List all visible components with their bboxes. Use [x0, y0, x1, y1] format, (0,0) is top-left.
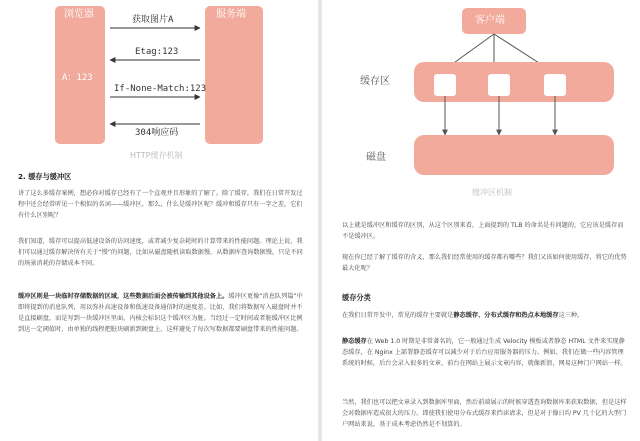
paragraph-3-start: 在我们日常开发中，常见的缓存主要就是 [342, 312, 454, 319]
left-page [0, 0, 318, 441]
buffer-slot-3 [544, 74, 566, 96]
client-label: 客户端 [475, 15, 505, 26]
paragraph-3 [342, 310, 628, 321]
disk-area [414, 135, 614, 175]
figure-caption: HTTP缓存机制 [130, 151, 183, 160]
paragraph-3-bold: 缓冲区则是一块临时存储数据的区域，这些数据后面会被传输到其他设备上。 [18, 293, 229, 300]
paragraph-4-rest: 在 Web 1.0 时期是非常著名的，它一般通过生成 Velocity 模板或者静态 HTML 文件来实现静态缓存，在 Nginx 上部署静态缓存可以减少对于后台应用服务器的压力。例如，我们在做一些内容管理系统的时候，后台会录入很多的文章，前台在网站上展示文章内容，就像新浪，网易这种门户网站一样。 [342, 338, 627, 367]
http-cache-diagram [0, 0, 318, 160]
section-heading: 缓存分类 [342, 293, 371, 302]
arrow-label-304: 304响应码 [135, 128, 179, 138]
paragraph-1: 讲了这么多缓存案例，想必你对缓存已经有了一个直观并且形象的了解了。除了缓存，我们在日常开发过程中还会经常听见一个相似的名词——缓冲区，那么，什么是缓冲区呢？缓冲和缓存只有一字之差，它们有什么区别呢？ [18, 190, 303, 219]
arrow-label-etag: Etag:123 [135, 47, 179, 57]
paragraph-4-bold: 静态缓存 [342, 338, 367, 345]
paragraph-2: 我们知道，缓存可以提高低速设备的访问速度，或者减少复杂耗时的计算带来的性能问题。理论上说，我们可以通过缓存解决所有关于“慢”的问题，比如从磁盘随机读取数据慢，从数据库查询数据慢，只是不同的场景消耗的存储成本不同。 [18, 238, 303, 267]
browser-label: 浏览器 [64, 9, 94, 20]
disk-label: 磁盘 [366, 152, 386, 163]
paragraph-3-end: 这三种。 [558, 312, 584, 319]
buffer-diagram-shapes [322, 0, 640, 205]
paragraph-3-rest: 缓冲区更像“消息队列篇”中即将提到的消息队列，用以弥补高速设备和低速设备通信时的速度差。比如，我们将数据写入磁盘时并不是直接刷盘，而是写到一块缓冲区里面，内核会标识这个缓冲区为脏。当经过一定时间或者脏缓冲区比例到达一定阈值时，由单独的线程把脏块刷新到硬盘上，这样避免了每次写数据都要刷盘带来的性能问题。 [18, 293, 303, 333]
buffer-slot-2 [488, 74, 510, 96]
figure-caption: 缓冲区机制 [472, 188, 512, 197]
section-heading: 2. 缓存与缓冲区 [18, 172, 72, 181]
paragraph-3 [18, 291, 306, 335]
server-label: 服务端 [216, 9, 246, 20]
server-box [205, 6, 263, 144]
buffer-slot-1 [434, 74, 456, 96]
browser-cache-value: A：123 [62, 73, 93, 83]
paragraph-1: 以上就是缓冲区和缓存的区别，从这个区别来看，上面提到的 TLB 的命名是有问题的，它应该是缓存而不是缓冲区。 [342, 222, 624, 240]
right-page [322, 0, 640, 441]
paragraph-4 [342, 336, 628, 369]
buffer-diagram [322, 0, 640, 205]
cache-area-label: 缓存区 [360, 76, 390, 87]
paragraph-2: 现在你已经了解了缓存的含义，那么我们经常使用的缓存都有哪些？我们又该如何使用缓存，将它的优势最大化呢？ [342, 254, 627, 272]
arrow-label-if-none-match: If-None-Match:123 [114, 84, 207, 94]
paragraph-5: 当然，我们也可以把文章录入到数据库里面，然后前端展示的时候穿透查询数据库来获取数据，但是这样会对数据库造成很大的压力。即使我们使用分布式缓存来挡读请求，但是对于像日均 PV 几十亿的大型门户网站来说，基于成本考虑仍然是不划算的。 [342, 399, 627, 428]
arrow-label-request: 获取图片A [132, 15, 174, 25]
paragraph-3-bold: 静态缓存、分布式缓存和热点本地缓存 [453, 312, 559, 319]
